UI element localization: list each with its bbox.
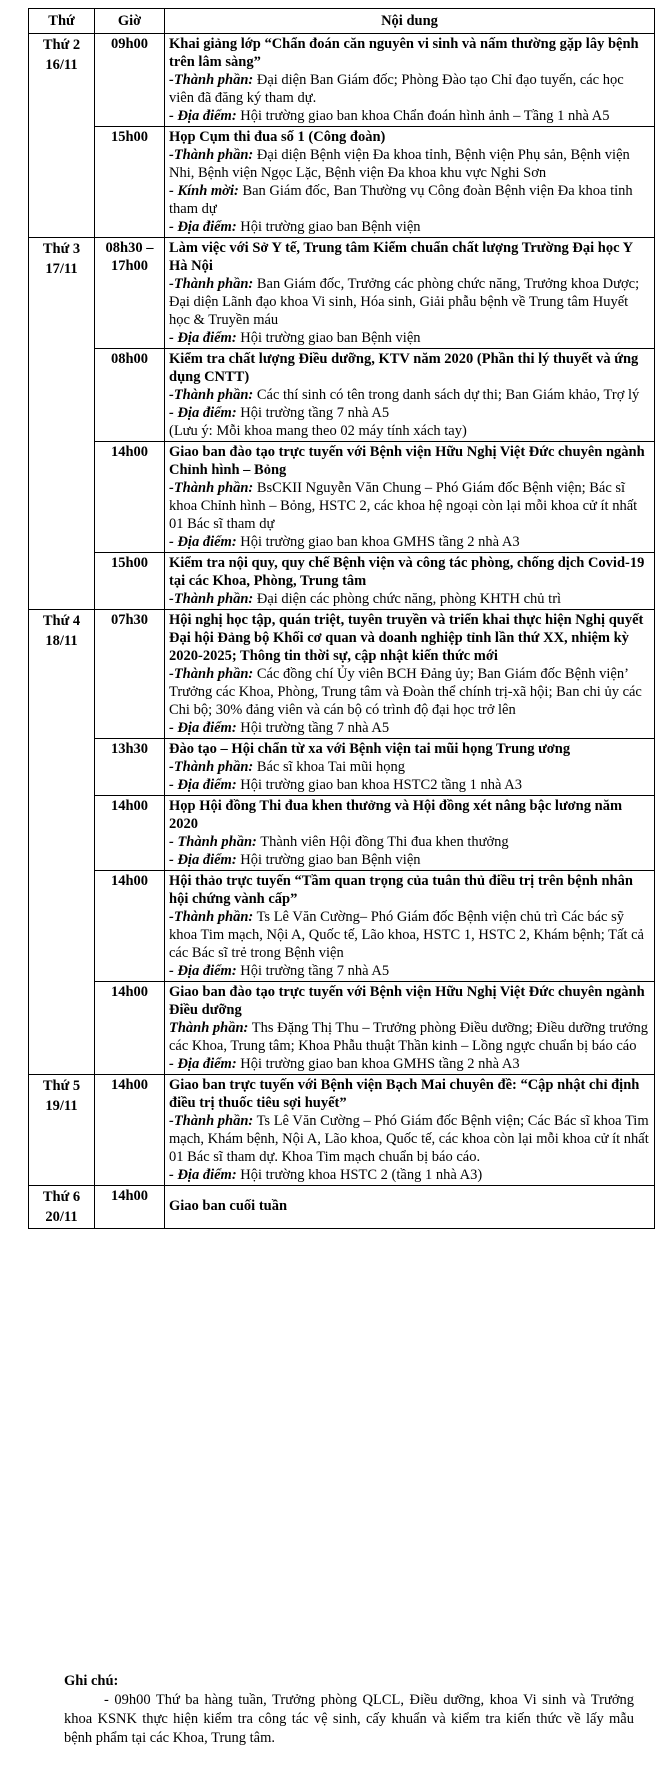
event-content	[165, 34, 655, 127]
event-content	[165, 871, 655, 982]
event-content	[165, 553, 655, 610]
event-row	[29, 610, 655, 739]
detail-text: BsCKII Nguyễn Văn Chung – Phó Giám đốc Bệnh viện; Bác sĩ khoa Chỉnh hình – Bỏng, HSTC 2, các khoa hệ ngoại còn lại mỗi khoa cử ít nhất 01 Bác sĩ tham dự	[169, 480, 638, 532]
event-title: Họp Cụm thi đua số 1 (Công đoàn)	[169, 129, 386, 145]
event-detail	[169, 182, 650, 218]
event-row	[29, 442, 655, 553]
detail-text: Đại diện Ban Giám đốc; Phòng Đào tạo Chỉ đạo tuyến, các học viên đã đăng ký tham dự.	[169, 72, 624, 106]
event-detail	[169, 107, 650, 125]
event-detail	[169, 665, 650, 719]
detail-text: Hội trường khoa HSTC 2 (tầng 1 nhà A3)	[236, 1167, 483, 1183]
event-detail	[169, 1112, 650, 1166]
event-row	[29, 34, 655, 127]
detail-text: Các thí sinh có tên trong danh sách dự thi; Ban Giám khảo, Trợ lý	[253, 387, 640, 403]
detail-label: - Địa điểm:	[169, 219, 237, 235]
schedule-body	[29, 34, 655, 1229]
event-title: Làm việc với Sở Y tế, Trung tâm Kiểm chuẩn chất lượng Trường Đại học Y Hà Nội	[169, 240, 633, 274]
detail-text: Ban Giám đốc, Trưởng các phòng chức năng, Trưởng khoa Dược; Đại diện Lãnh đạo khoa Vi sinh, Hóa sinh, Giải phẫu bệnh về Trung tâm Huyết học & Truyền máu	[169, 276, 640, 328]
event-detail	[169, 833, 650, 851]
header-time: Giờ	[95, 9, 165, 34]
detail-text: Đại diện các phòng chức năng, phòng KHTH chủ trì	[253, 591, 562, 607]
event-content	[165, 442, 655, 553]
event-row	[29, 871, 655, 982]
day-date: 16/11	[45, 57, 78, 73]
event-time: 09h00	[95, 34, 165, 127]
event-title: Giao ban đào tạo trực tuyến với Bệnh viện Hữu Nghị Việt Đức chuyên ngành Điều dưỡng	[169, 984, 645, 1018]
event-row	[29, 553, 655, 610]
event-detail	[169, 1166, 650, 1184]
detail-label: -Thành phần:	[169, 666, 254, 682]
day-name: Thứ 2	[42, 37, 81, 53]
detail-label: - Địa điểm:	[169, 720, 237, 736]
event-detail	[169, 479, 650, 533]
event-row	[29, 982, 655, 1075]
event-title: Đào tạo – Hội chẩn từ xa với Bệnh viện tai mũi họng Trung ương	[169, 741, 571, 757]
event-detail	[169, 71, 650, 107]
event-detail	[169, 275, 650, 329]
day-cell	[29, 238, 95, 610]
detail-label: -Thành phần:	[169, 909, 254, 925]
event-time: 13h30	[95, 739, 165, 796]
event-time: 07h30	[95, 610, 165, 739]
event-title: Giao ban cuối tuần	[169, 1198, 288, 1214]
schedule-table	[28, 8, 655, 1229]
event-row	[29, 238, 655, 349]
event-time: 15h00	[95, 553, 165, 610]
detail-label: Thành phần:	[169, 1020, 249, 1036]
day-name: Thứ 6	[42, 1189, 81, 1205]
detail-label: - Địa điểm:	[169, 963, 237, 979]
event-detail	[169, 776, 650, 794]
detail-text: Bác sĩ khoa Tai mũi họng	[253, 759, 405, 775]
event-detail	[169, 533, 650, 551]
detail-label: -Thành phần:	[169, 276, 254, 292]
day-date: 18/11	[45, 633, 78, 649]
detail-text: Ths Đặng Thị Thu – Trưởng phòng Điều dưỡng; Điều dưỡng trưởng các Khoa, Trung tâm; Khoa Phẫu thuật Thần kinh – Lồng ngực chuẩn bị báo cáo	[169, 1020, 649, 1054]
event-time: 14h00	[95, 982, 165, 1075]
event-detail	[169, 719, 650, 737]
detail-label: -Thành phần:	[169, 72, 254, 88]
header-row	[29, 9, 655, 34]
event-title: Kiểm tra nội quy, quy chế Bệnh viện và công tác phòng, chống dịch Covid-19 tại các Khoa, Phòng, Trung tâm	[169, 555, 645, 589]
detail-text: (Lưu ý: Mỗi khoa mang theo 02 máy tính xách tay)	[169, 423, 467, 439]
event-time: 14h00	[95, 442, 165, 553]
event-row	[29, 127, 655, 238]
event-detail	[169, 422, 650, 440]
header-content: Nội dung	[165, 9, 655, 34]
detail-text: Hội trường giao ban Bệnh viện	[236, 219, 421, 235]
event-detail	[169, 590, 650, 608]
event-time: 14h00	[95, 796, 165, 871]
detail-label: - Địa điểm:	[169, 852, 237, 868]
event-content	[165, 739, 655, 796]
event-time: 08h30 – 17h00	[95, 238, 165, 349]
day-cell	[29, 34, 95, 238]
day-date: 17/11	[45, 261, 78, 277]
event-time: 08h00	[95, 349, 165, 442]
detail-label: - Địa điểm:	[169, 108, 237, 124]
detail-label: - Địa điểm:	[169, 330, 237, 346]
header-day: Thứ	[29, 9, 95, 34]
event-content	[165, 1075, 655, 1186]
event-time: 14h00	[95, 1186, 165, 1229]
notes-section	[64, 1672, 634, 1748]
notes-body: - 09h00 Thứ ba hàng tuần, Trưởng phòng QLCL, Điều dưỡng, khoa Vi sinh và Trưởng khoa KSNK thực hiện kiểm tra công tác vệ sinh, cấy khuẩn và kiểm tra kiến thức về lấy mẫu bệnh phẩm tại các Khoa, Trung tâm.	[64, 1692, 634, 1746]
event-title: Hội nghị học tập, quán triệt, tuyên truyền và triển khai thực hiện Nghị quyết Đại hội Đảng bộ Khối cơ quan và doanh nghiệp tỉnh lần thứ XX, nhiệm kỳ 2020-2025; Thông tin thời sự, cập nhật kiến thức mới	[169, 612, 644, 664]
day-name: Thứ 3	[42, 241, 81, 257]
detail-text: Hội trường giao ban Bệnh viện	[236, 330, 421, 346]
event-content	[165, 1186, 655, 1229]
day-cell	[29, 1075, 95, 1186]
detail-text: Ban Giám đốc, Ban Thường vụ Công đoàn Bệnh viện Đa khoa tỉnh tham dự	[169, 183, 633, 217]
detail-label: -Thành phần:	[169, 387, 254, 403]
event-detail	[169, 758, 650, 776]
detail-label: - Thành phần:	[169, 834, 257, 850]
event-title: Giao ban đào tạo trực tuyến với Bệnh viện Hữu Nghị Việt Đức chuyên ngành Chỉnh hình – Bỏng	[169, 444, 645, 478]
detail-text: Thành viên Hội đồng Thi đua khen thưởng	[256, 834, 509, 850]
event-detail	[169, 386, 650, 404]
detail-text: Hội trường giao ban khoa Chẩn đoán hình ảnh – Tầng 1 nhà A5	[236, 108, 610, 124]
detail-label: -Thành phần:	[169, 759, 254, 775]
event-detail	[169, 404, 650, 422]
event-content	[165, 238, 655, 349]
detail-text: Các đồng chí Ủy viên BCH Đảng ủy; Ban Giám đốc Bệnh viện’ Trưởng các Khoa, Phòng, Trung tâm và Đoàn thể chính trị-xã hội; Ban chi ủy các Chi bộ; 30% đảng viên và cán bộ có trình độ đại học trở lên	[169, 666, 642, 718]
day-date: 19/11	[45, 1098, 78, 1114]
event-time: 14h00	[95, 1075, 165, 1186]
event-detail	[169, 1055, 650, 1073]
event-title: Hội thảo trực tuyến “Tầm quan trọng của tuân thủ điều trị trên bệnh nhân hội chứng vành cấp”	[169, 873, 633, 907]
detail-text: Hội trường tầng 7 nhà A5	[236, 405, 390, 421]
day-name: Thứ 4	[42, 613, 81, 629]
day-cell	[29, 610, 95, 1075]
event-detail	[169, 1019, 650, 1055]
day-date: 20/11	[45, 1209, 78, 1225]
detail-label: -Thành phần:	[169, 591, 254, 607]
detail-label: - Địa điểm:	[169, 405, 237, 421]
event-detail	[169, 962, 650, 980]
detail-label: -Thành phần:	[169, 1113, 254, 1129]
event-content	[165, 127, 655, 238]
detail-text: Đại diện Bệnh viện Đa khoa tỉnh, Bệnh viện Phụ sản, Bệnh viện Nhi, Bệnh viện Ngọc Lặc, Bệnh viện Đa khoa khu vực Nghi Sơn	[169, 147, 630, 181]
event-title: Khai giảng lớp “Chẩn đoán căn nguyên vi sinh và nấm thường gặp lây bệnh trên lâm sàng”	[169, 36, 639, 70]
event-content	[165, 349, 655, 442]
event-detail	[169, 146, 650, 182]
day-name: Thứ 5	[42, 1078, 81, 1094]
detail-text: Hội trường giao ban Bệnh viện	[236, 852, 421, 868]
detail-label: -Thành phần:	[169, 147, 254, 163]
event-detail	[169, 329, 650, 347]
event-detail	[169, 218, 650, 236]
detail-text: Hội trường giao ban khoa GMHS tầng 2 nhà A3	[236, 1056, 520, 1072]
detail-label: - Kính mời:	[169, 183, 239, 199]
day-cell	[29, 1186, 95, 1229]
event-row	[29, 349, 655, 442]
detail-text: Ts Lê Văn Cường – Phó Giám đốc Bệnh viện; Các Bác sĩ khoa Tim mạch, Khám bệnh, Nội A, Lão khoa, Quốc tế, các khoa còn lại mỗi khoa cử ít nhất 01 Bác sĩ tham dự. Khoa Tim mạch chuẩn bị báo cáo.	[169, 1113, 649, 1165]
detail-label: -Thành phần:	[169, 480, 254, 496]
detail-text: Hội trường giao ban khoa GMHS tầng 2 nhà A3	[236, 534, 520, 550]
detail-label: - Địa điểm:	[169, 1056, 237, 1072]
event-row	[29, 796, 655, 871]
detail-text: Hội trường tầng 7 nhà A5	[236, 720, 390, 736]
event-title: Giao ban trực tuyến với Bệnh viện Bạch Mai chuyên đề: “Cập nhật chỉ định điều trị thuốc tiêu sợi huyết”	[169, 1077, 640, 1111]
detail-text: Ts Lê Văn Cường– Phó Giám đốc Bệnh viện chủ trì Các bác sỹ khoa Tim mạch, Nội A, Quốc tế, Lão khoa, HSTC 1, HSTC 2, Khám bệnh; Tất cả các Bác sĩ trẻ trong Bệnh viện	[169, 909, 644, 961]
event-row	[29, 739, 655, 796]
event-row	[29, 1186, 655, 1229]
event-content	[165, 982, 655, 1075]
detail-label: - Địa điểm:	[169, 534, 237, 550]
event-detail	[169, 851, 650, 869]
event-content	[165, 610, 655, 739]
event-title: Kiểm tra chất lượng Điều dưỡng, KTV năm 2020 (Phần thi lý thuyết và ứng dụng CNTT)	[169, 351, 639, 385]
detail-label: - Địa điểm:	[169, 1167, 237, 1183]
notes-title: Ghi chú:	[64, 1673, 119, 1689]
event-row	[29, 1075, 655, 1186]
event-time: 14h00	[95, 871, 165, 982]
detail-text: Hội trường tầng 7 nhà A5	[236, 963, 390, 979]
event-content	[165, 796, 655, 871]
event-title: Họp Hội đồng Thi đua khen thưởng và Hội đồng xét nâng bậc lương năm 2020	[169, 798, 623, 832]
event-time: 15h00	[95, 127, 165, 238]
detail-label: - Địa điểm:	[169, 777, 237, 793]
detail-text: Hội trường giao ban khoa HSTC2 tầng 1 nhà A3	[236, 777, 523, 793]
event-detail	[169, 908, 650, 962]
